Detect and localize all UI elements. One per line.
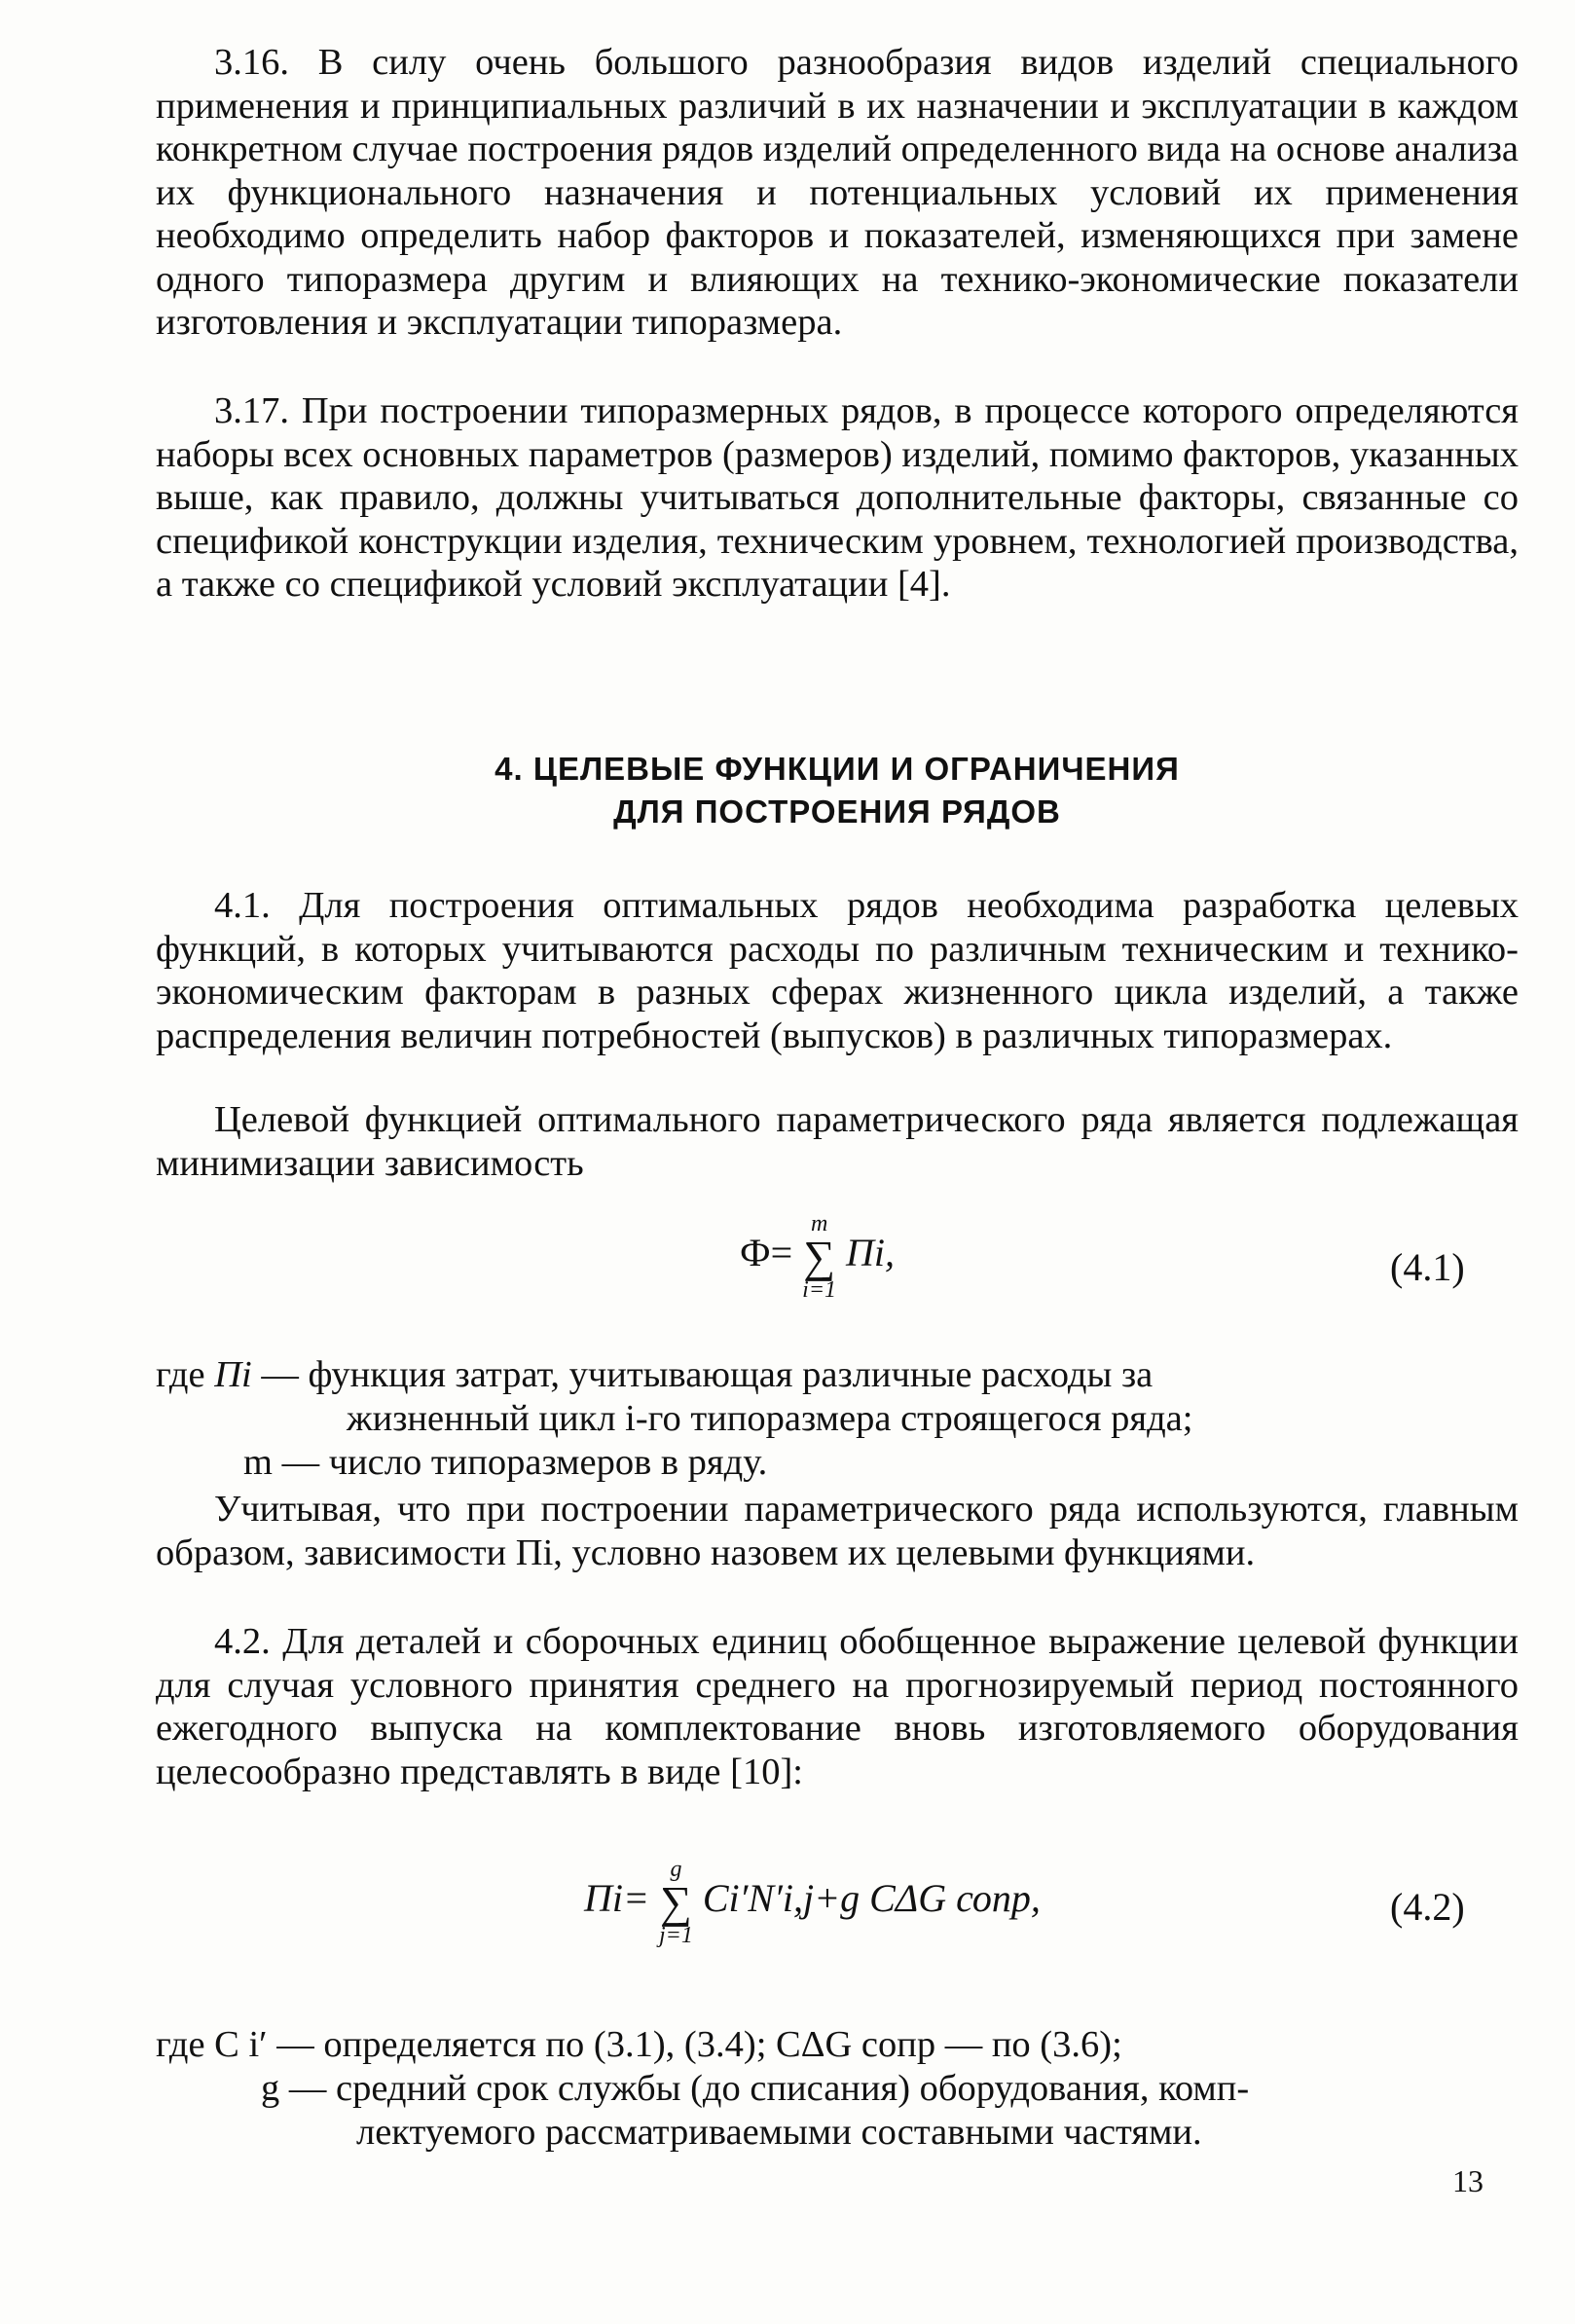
- definition-prefix: где: [156, 1354, 205, 1395]
- formula-4-1-term: Пi,: [846, 1231, 896, 1275]
- formula-4-1-sum: [802, 1212, 836, 1302]
- paragraph-4-2: 4.2. Для деталей и сборочных единиц обобщенное выражение целевой функции для случая условного принятия среднего на прогнозируемый период постоянного ежегодного выпуска на комплектование вновь изготовляемого оборудования целесообразно представлять в виде [10]:: [156, 1621, 1519, 1792]
- definition-line-3: m — число типоразмеров в ряду.: [243, 1442, 768, 1483]
- section-heading-line-2: ДЛЯ ПОСТРОЕНИЯ РЯДОВ: [613, 793, 1061, 830]
- formula-4-1-lower-limit: i=1: [802, 1277, 837, 1303]
- section-heading-line-1: 4. ЦЕЛЕВЫЕ ФУНКЦИИ И ОГРАНИЧЕНИЯ: [494, 751, 1180, 787]
- definition2-line-3: лектуемого рассматриваемыми составными частями.: [356, 2112, 1202, 2153]
- page-number: 13: [1452, 2163, 1483, 2198]
- paragraph-3-17: 3.17. При построении типоразмерных рядов, в процессе которого определяются наборы всех основных параметров (размеров) изделий, помимо факторов, указанных выше, как правило, должны учитываться дополнительные факторы, связанные со спецификой конструкции изделия, техническим уровнем, технологией производства, а также со спецификой условий эксплуатации [4].: [156, 390, 1519, 605]
- formula-4-2-lhs: Пi=: [584, 1876, 649, 1921]
- sigma-symbol: ∑: [803, 1232, 835, 1281]
- definition2-line-1: где C i′ — определяется по (3.1), (3.4); CΔG сопр — по (3.6);: [156, 2024, 1122, 2065]
- sigma-symbol: ∑: [660, 1877, 692, 1927]
- definition-symbol: Пi: [214, 1354, 252, 1395]
- definition-text: — функция затрат, учитывающая различные расходы за: [261, 1354, 1154, 1395]
- formula-4-1-lhs: Ф=: [740, 1231, 793, 1275]
- paragraph-goal-function: Целевой функцией оптимального параметрического ряда является подлежащая минимизации зависимость: [156, 1099, 1519, 1184]
- formula-4-1-number: (4.1): [1390, 1245, 1465, 1289]
- paragraph-considering: Учитывая, что при построении параметрического ряда используются, главным образом, зависимости Пi, условно назовем их целевыми функциями.: [156, 1489, 1519, 1573]
- formula-4-2-sum: [659, 1858, 693, 1947]
- paragraph-4-1: 4.1. Для построения оптимальных рядов необходима разработка целевых функций, в которых учитываются расходы по различным техническим и технико-экономическим факторам в разных сферах жизненного цикла изделий, а также распределения величин потребностей (выпусков) в различных типоразмерах.: [156, 885, 1519, 1056]
- formula-4-1: [740, 1212, 895, 1302]
- formula-4-2-term: Ci′N′i,j+g CΔG сопр,: [702, 1876, 1041, 1921]
- formula-4-2: [584, 1858, 1041, 1947]
- definition-line-2: жизненный цикл i-го типоразмера строящегося ряда;: [347, 1398, 1193, 1439]
- definition2-line-2: g — средний срок службы (до списания) оборудования, комп-: [261, 2068, 1250, 2109]
- formula-4-1-upper-limit: m: [810, 1211, 828, 1236]
- formula-4-2-lower-limit: j=1: [659, 1923, 693, 1948]
- definition-line-1: [156, 1353, 1519, 1397]
- paragraph-3-16: 3.16. В силу очень большого разнообразия видов изделий специального применения и принципиальных различий в их назначении и эксплуатации в каждом конкретном случае построения рядов изделий определенного вида на основе анализа их функционального назначения и потенциальных условий их применения необходимо определить набор факторов и показателей, изменяющихся при замене одного типоразмера другим и влияющих на технико-экономические показатели изготовления и эксплуатации типоразмера.: [156, 42, 1519, 343]
- formula-4-2-upper-limit: g: [670, 1857, 682, 1882]
- formula-4-2-number: (4.2): [1390, 1885, 1465, 1929]
